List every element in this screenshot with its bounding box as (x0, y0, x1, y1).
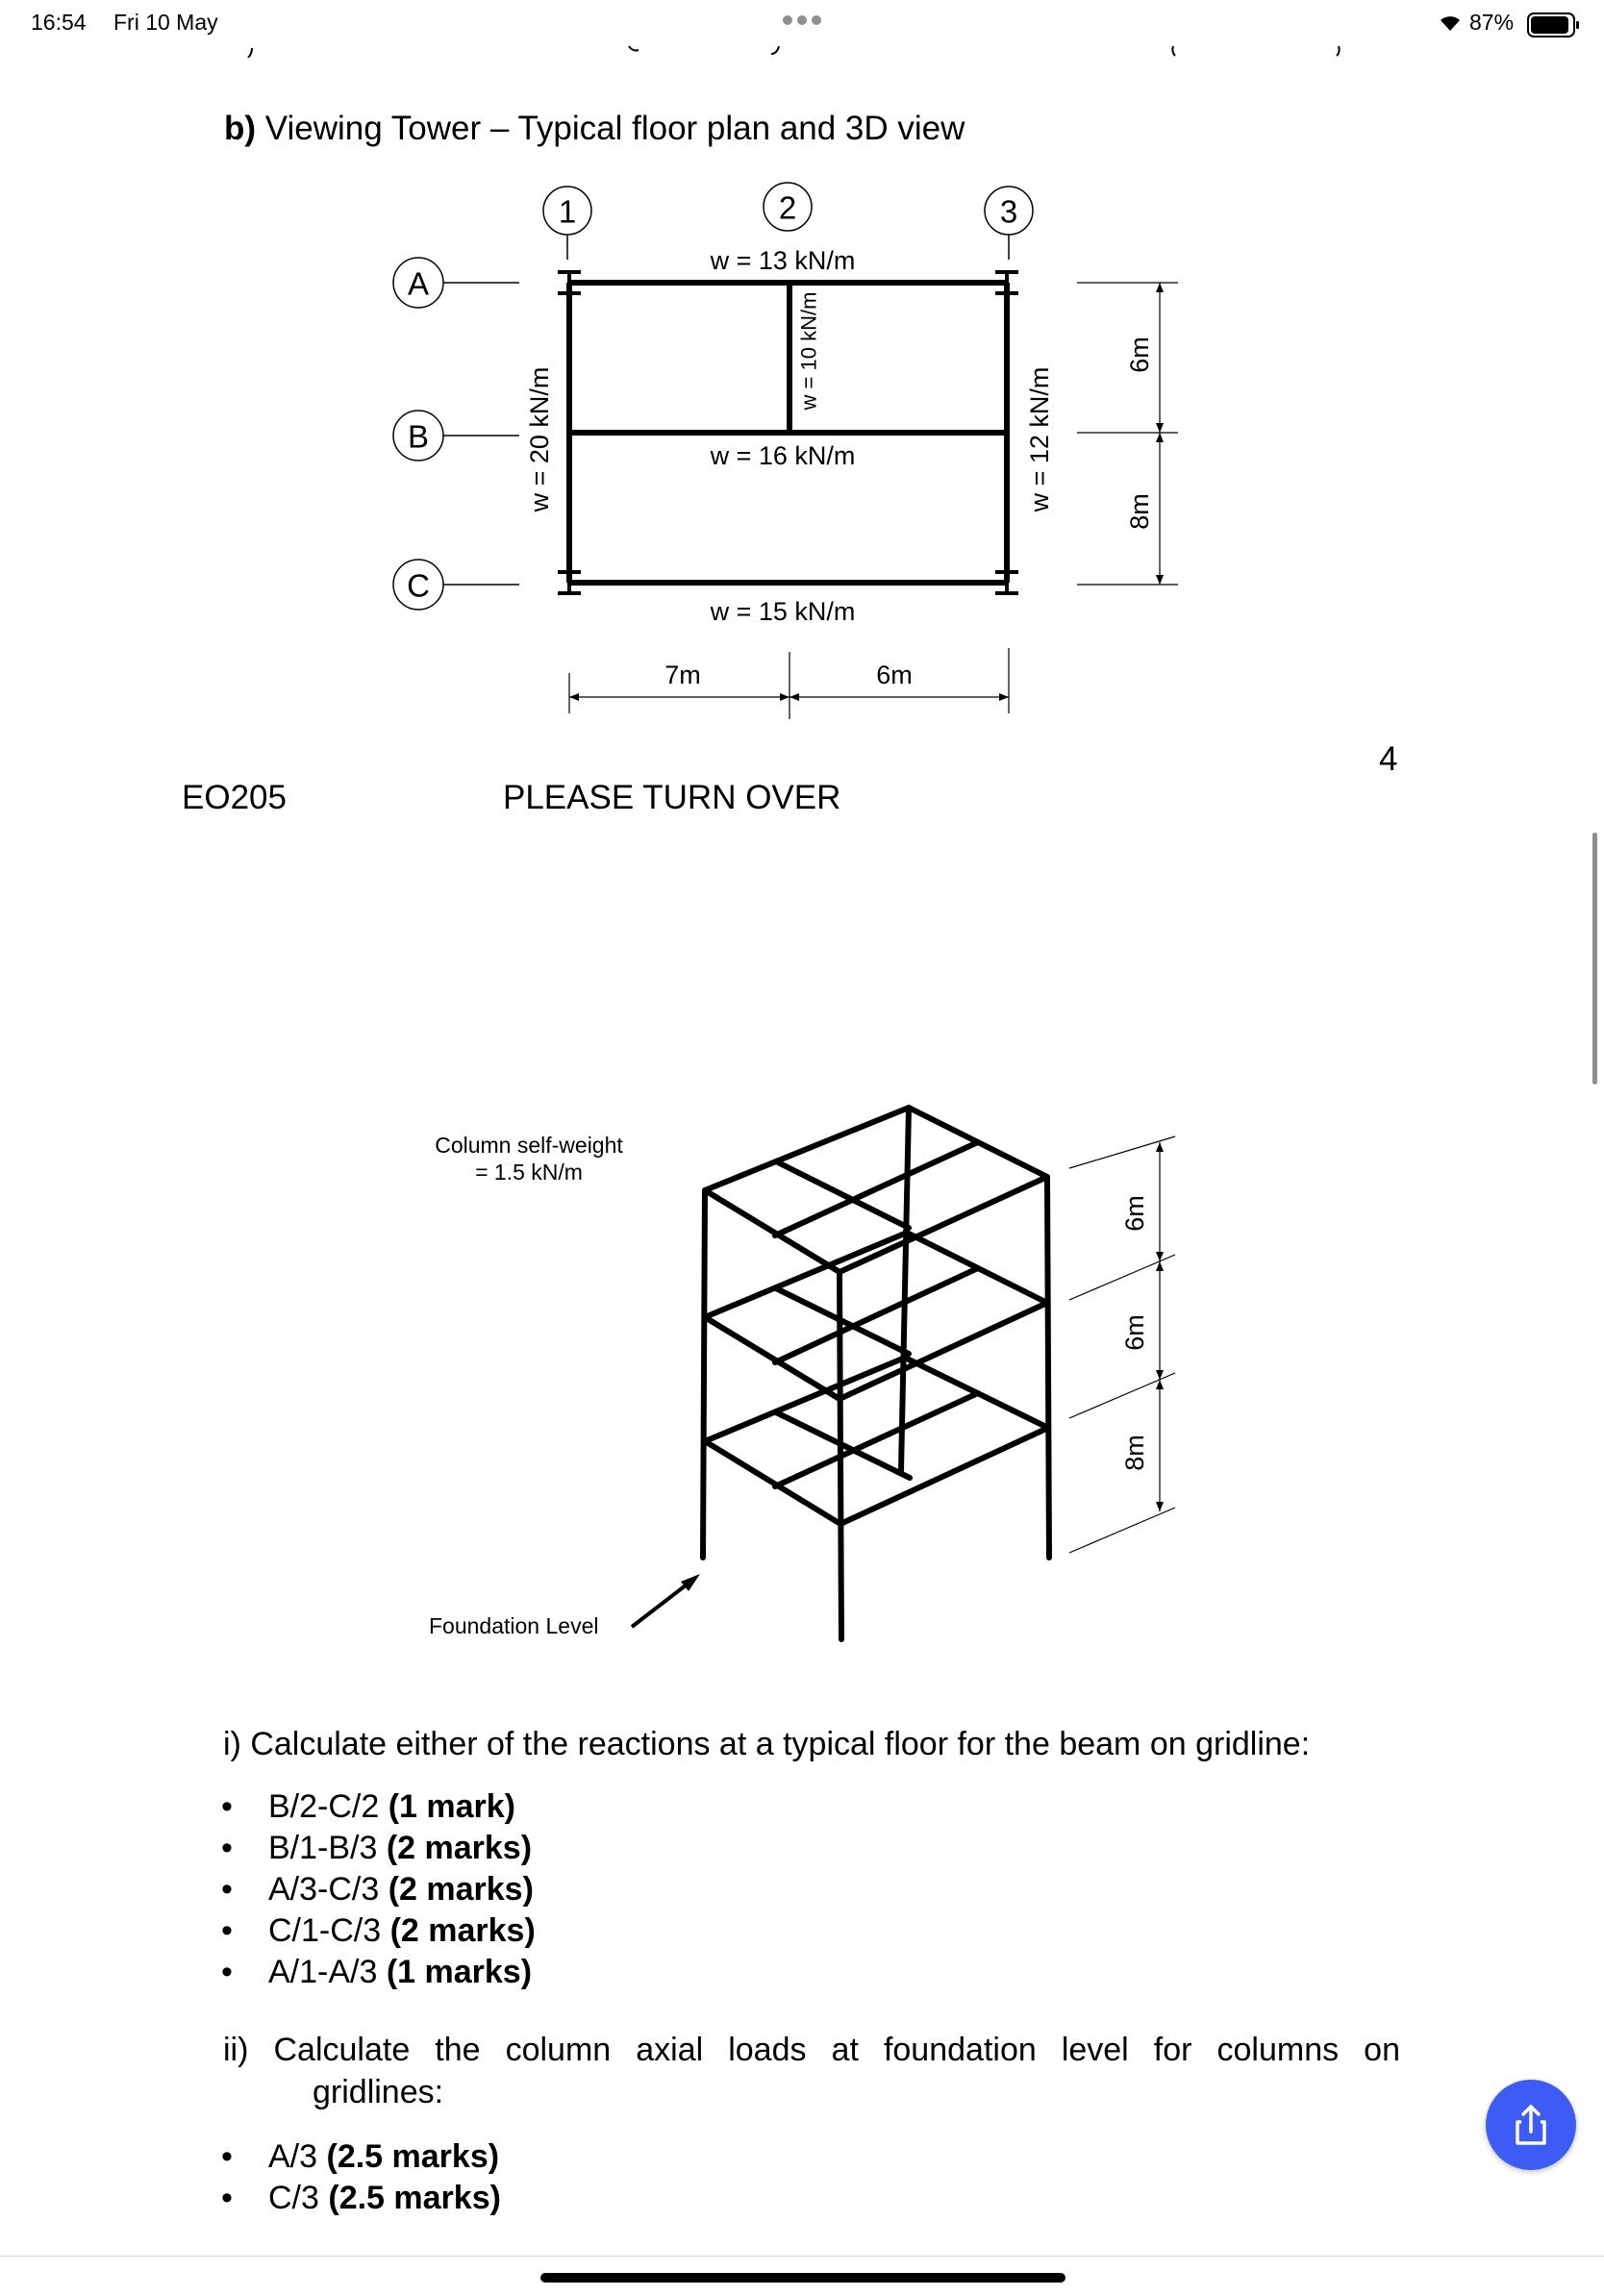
section-title-text: Viewing Tower – Typical floor plan and 3D view (264, 110, 965, 147)
battery-percent: 87% (1469, 10, 1515, 35)
grid-label-B: B (407, 418, 430, 455)
grid-label-2: 2 (778, 189, 797, 226)
self-weight-line2: = 1.5 kN/m (475, 1160, 583, 1185)
list-item (221, 2136, 501, 2178)
question-i-text: i) Calculate either of the reactions at a typical floor for the beam on gridline: (223, 1726, 1311, 1762)
question-ii-line1: ii) Calculate the column axial loads at foundation level for columns on (223, 2032, 1400, 2068)
self-weight-note (404, 1132, 654, 1185)
list-item (221, 1869, 536, 1910)
marks-label: (2 marks) (388, 1871, 534, 1908)
question-ii-list (221, 2136, 501, 2219)
gridline-label: C/3 (268, 2180, 319, 2216)
list-item (221, 1952, 536, 1993)
gridline-label: B/2-C/2 (268, 1788, 380, 1825)
grid-label-1: 1 (558, 193, 577, 230)
grid-label-3: 3 (999, 193, 1018, 230)
floor-plan (0, 0, 1604, 750)
gridline-label: A/3 (268, 2138, 318, 2175)
marks-label: (2.5 marks) (326, 2138, 500, 2175)
dim-x-7m: 7m (664, 661, 701, 689)
question-i-list (221, 1786, 536, 1993)
marks-label: (2.5 marks) (328, 2180, 501, 2216)
tower-3d-view (0, 1058, 1604, 1673)
dim-x-6m: 6m (876, 661, 913, 689)
bottom-divider (0, 2256, 1604, 2257)
gridline-label: A/1-A/3 (268, 1954, 378, 1990)
marks-label: (2 marks) (386, 1830, 533, 1866)
storey-dim-6m-mid: 6m (1120, 1314, 1149, 1351)
load-col-2: w = 10 kN/m (796, 291, 821, 411)
share-icon (1510, 2103, 1552, 2147)
share-button[interactable] (1486, 2080, 1576, 2170)
status-time: 16:54 (31, 10, 87, 35)
gridline-label: C/1-C/3 (268, 1912, 382, 1949)
course-code: EO205 (182, 779, 287, 816)
dim-y-6m: 6m (1125, 337, 1154, 373)
load-row-a: w = 13 kN/m (710, 246, 856, 275)
please-turn-over: PLEASE TURN OVER (503, 779, 841, 816)
list-item (221, 1910, 536, 1952)
scrollbar-thumb[interactable] (1592, 833, 1597, 1085)
section-prefix: b) (224, 110, 257, 147)
list-item (221, 2178, 501, 2219)
question-ii-line2: gridlines: (313, 2074, 444, 2110)
home-indicator[interactable] (540, 2273, 1065, 2283)
status-date: Fri 10 May (113, 10, 218, 35)
gridline-label: A/3-C/3 (268, 1871, 380, 1908)
marks-label: (2 marks) (389, 1912, 536, 1949)
list-item (221, 1828, 536, 1869)
storey-dim-6m-top: 6m (1120, 1195, 1149, 1232)
load-row-b: w = 16 kN/m (710, 441, 856, 470)
grid-label-A: A (407, 265, 430, 302)
marks-label: (1 marks) (386, 1954, 533, 1990)
dim-y-8m: 8m (1125, 493, 1154, 530)
gridline-label: B/1-B/3 (268, 1830, 378, 1866)
grid-label-C: C (407, 567, 430, 604)
marks-label: (1 mark) (388, 1788, 515, 1825)
list-item (221, 1786, 536, 1828)
self-weight-line1: Column self-weight (435, 1133, 623, 1158)
foundation-level-label: Foundation Level (429, 1613, 599, 1638)
storey-dim-8m: 8m (1120, 1435, 1149, 1471)
load-row-c: w = 15 kN/m (710, 597, 856, 626)
load-col-1: w = 20 kN/m (525, 366, 554, 512)
load-col-3: w = 12 kN/m (1025, 366, 1054, 512)
page-number: 4 (1379, 740, 1398, 778)
